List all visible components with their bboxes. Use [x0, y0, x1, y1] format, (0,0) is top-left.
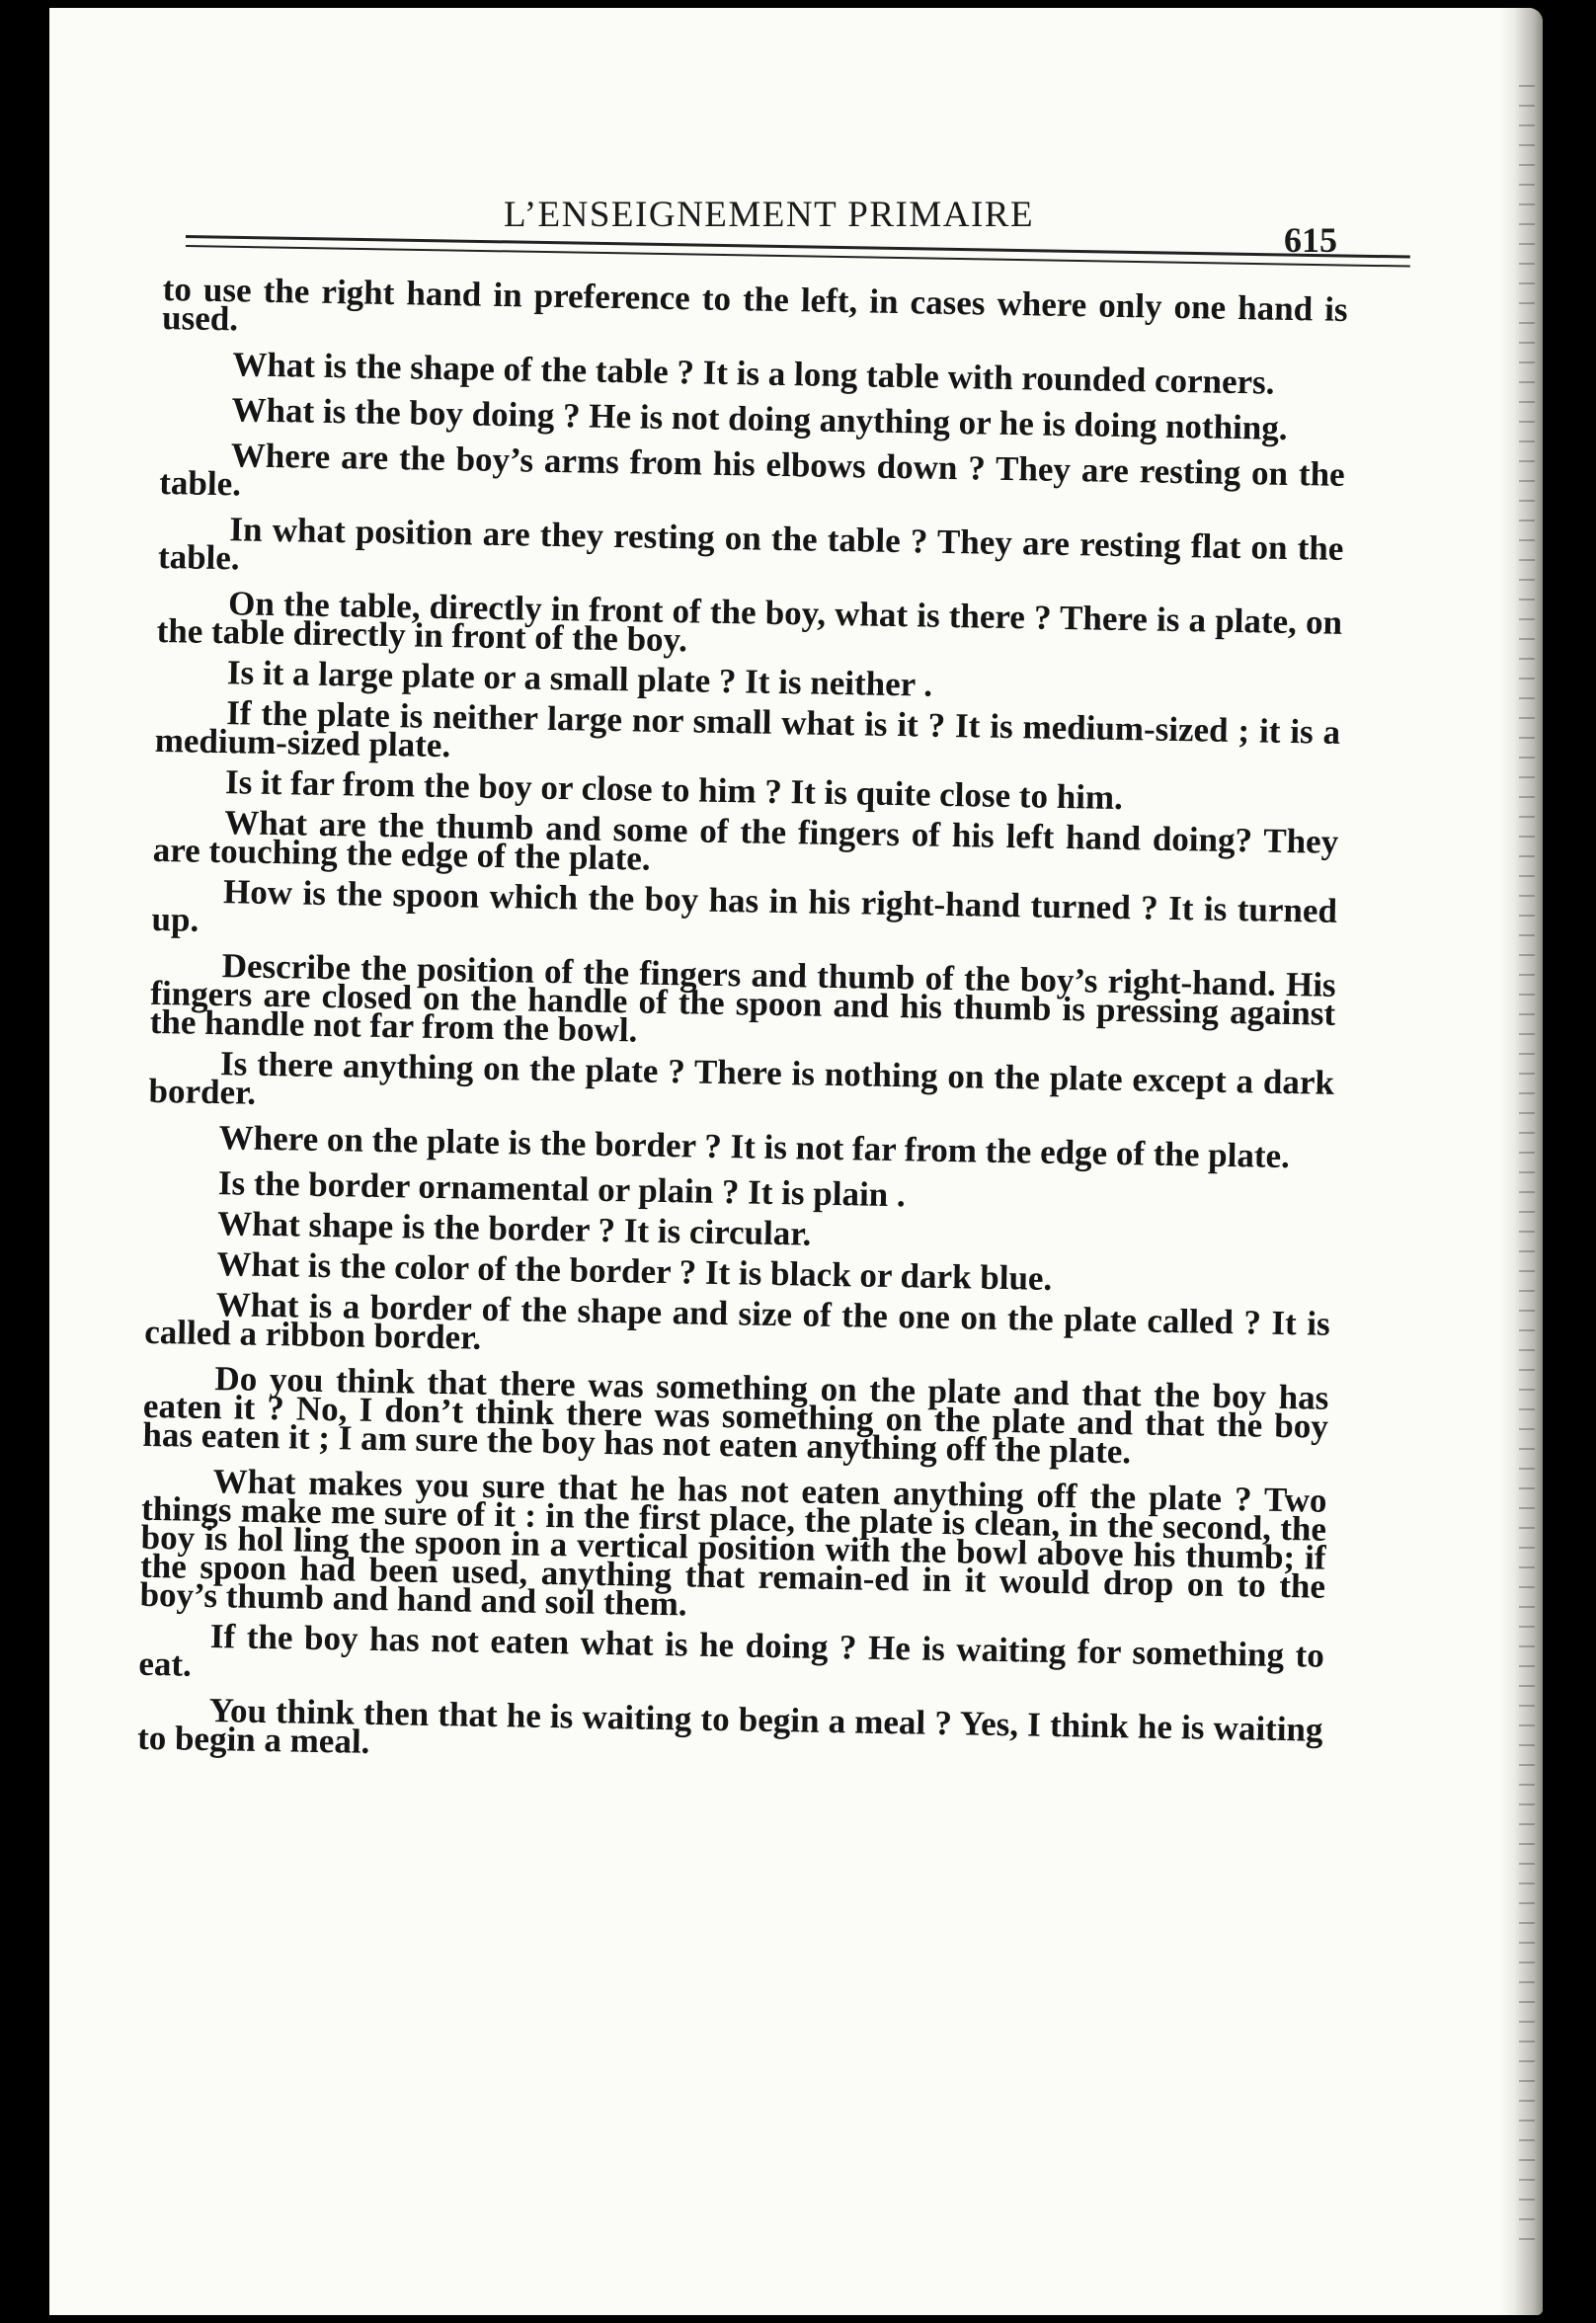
paragraph: to use the right hand in preference to the left, in cases where only one hand is used. [161, 270, 1348, 339]
page-stack-edge [1519, 67, 1535, 2240]
paragraph: Is the border ornamental or plain ? It is plain . [217, 1163, 907, 1215]
page-body-text [136, 270, 1348, 1790]
paragraph: What is the boy doing ? He is not doing anything or he is doing nothing. [231, 390, 1288, 447]
running-title: L’ENSEIGNEMENT PRIMAIRE [504, 195, 1035, 235]
paragraph: How is the spoon which the boy has in his right-hand turned ? It is turned up. [151, 872, 1338, 939]
paragraph: In what position are they resting on the table ? They are resting flat on the table. [157, 510, 1344, 578]
paragraph: What shape is the border ? It is circular. [216, 1204, 812, 1253]
page-header [49, 184, 1543, 260]
paragraph: What are the thumb and some of the fingers of his left hand doing? They are touching the edge of the plate. [152, 803, 1339, 878]
paragraph: On the table, directly in front of the boy, what is there ? There is a plate, on the table directly in front of the boy. [156, 584, 1343, 660]
paragraph: Is there anything on the plate ? There is nothing on the plate except a dark border. [148, 1044, 1335, 1112]
paragraph: What is the shape of the table ? It is a long table with rounded corners. [232, 345, 1275, 402]
paragraph: Do you think that there was something on the plate and that the boy has eaten it ? No, I don’t think there was something on the plate and that the boy has eaten it ; I am sure the boy has not eaten anything off the plate. [142, 1359, 1329, 1472]
paragraph: Is it far from the boy or close to him ? It is quite close to him. [224, 762, 1124, 818]
book-page [49, 8, 1543, 2315]
paragraph: Is it a large plate or a small plate ? It is neither . [226, 653, 933, 704]
paragraph: Where are the boy’s arms from his elbows down ? They are resting on the table. [158, 436, 1345, 504]
paragraph: If the boy has not eaten what is he doing ? He is waiting for something to eat. [138, 1617, 1325, 1684]
paragraph: What makes you sure that he has not eaten anything off the plate ? Two things make me sure of it : in the first place, the plate is clean, in the second, the boy is hol ling the spoon in a vertical position with the bowl above his thumb; if the spoon had been used, anything that remain-ed in it would drop on to the boy’s thumb and hand and soil them. [139, 1462, 1327, 1624]
paragraph: If the plate is neither large nor small what is it ? It is medium-sized ; it is a medium-sized plate. [154, 693, 1341, 765]
page-number: 615 [1284, 220, 1337, 260]
paragraph: You think then that he is waiting to begin a meal ? Yes, I think he is waiting to begin a meal. [136, 1691, 1323, 1761]
paragraph: What is the color of the border ? It is black or dark blue. [216, 1244, 1053, 1298]
paragraph: Where on the plate is the border ? It is not far from the edge of the plate. [218, 1118, 1291, 1176]
paragraph: Describe the position of the fingers and thumb of the boy’s right-hand. His fingers are closed on the handle of the spoon and his thumb is pressing against the handle not far from the bowl. [149, 946, 1336, 1050]
paragraph: What is a border of the shape and size of the one on the plate called ? It is called a ribbon border. [143, 1285, 1330, 1357]
